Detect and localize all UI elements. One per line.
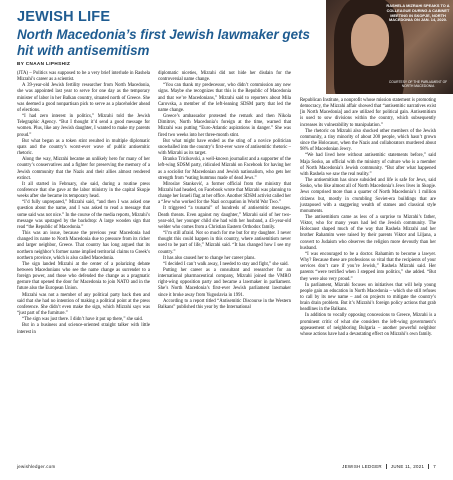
byline: BY CNAAN LIPHSHIZ <box>17 61 71 66</box>
paragraph: Along the way, Mizrahi became an unlikely hero for many of her country’s conservatives and a fighter for preserving the memory of a Jewish community that the Nazis and their allies almost rendered extinct. <box>17 157 150 181</box>
paragraph: But what might have ended as the sting of a novice politician snowballed into the country’s first-ever wave of antisemitic rhetoric – with Mizrahi as its target. <box>158 138 291 157</box>
paragraph: It triggered “a tsunami” of hundreds of antisemitic messages. Death threats. Even against my daughter,” Mizrahi said of her two-year-old, her younger child she had with her husband, a 43-year-old welder who comes from a Christian Eastern Orthodox family. <box>158 206 291 230</box>
paragraph: This was an issue, because the previous year Macedonia had changed its name to North Macedonia due to pressure from its richer and larger neighbor, Greece. That country has long argued that its northern neighbor’s former name implied territorial claims to Greek’s northern province, which is also called Macedonia. <box>17 231 150 261</box>
article-column-3 <box>300 98 436 338</box>
paragraph: “I’d fully unprepared,” Mizrahi said, “and then I was asked one question about the name, and I was asked to read a message that some said was not nice.” In the course of the media reports, Mizrahi’s message was upstaged by the backdrop: A large wooden sign that read “the Republic of Macedonia.” <box>17 200 150 230</box>
paragraph: Miroslav Stanković, a former official from the ministry that Mizrahi had headed, on Facebook wrote that Mizrahi was planning to change her Israeli flag at her office. Another SDSM activist called her a “Jew who worked for the Nazi occupation in World War Two.” <box>158 181 291 206</box>
paragraph: But in a business and science-oriented straight talker with little interest in <box>17 323 150 335</box>
paragraph: “The sign was just there. I didn’t have it put up there,” she said. <box>22 317 144 323</box>
footer-date: JUNE 11, 2021 <box>390 464 425 469</box>
article-column-2 <box>158 71 291 311</box>
footer-divider <box>386 464 387 469</box>
paragraph: The antisemitism has since subsided and life is safe for Jews, said Sosko, who like almost all of North Macedonia’s Jews lives in Skopje. Jews comprised more than a quarter of North Macedonia’s 1 million citizens but, mostly in crumbling Soviet-era buildings that are juxtaposed with a staggering wealth of statues and classical style monuments. <box>300 178 436 214</box>
photo-caption: RASHELA MIZRAHI SPEAKS TO A COLLEAGUE DURING A CABINET MEETING IN SKOPJE, NORTH MACEDONIA ON JAN. 14, 2020. <box>386 3 450 23</box>
section-label: JEWISH LIFE <box>17 9 111 25</box>
footer-divider <box>428 464 429 469</box>
paragraph: According to a report titled “Antisemitic Discourse in the Western Balkans” published this year by the International <box>158 298 291 310</box>
paragraph: “You can thank my predecessor, who didn’t commission any new signs. Maybe she recognizes that this is the Republic of Macedonia and that we’re Macedonians,” Mizrahi said to reporters about Mila Carovska, a member of the left-leaning SDSM party that led the name change. <box>158 83 291 113</box>
paragraph: “I decided I can’t walk away, I needed to stay and fight,” she said. <box>163 261 289 267</box>
paragraph: The antisemitism came as less of a surprise to Mizrahi’s father, Viktor, who for many years had led the Jewish community. The Holocaust shaped much of the way that Rashela Mizrahi and her brother Rahamim were raised by their parents Viktor and Liljana, a convert to Judaism who observes the religion more devoutly than her husband. <box>300 214 436 251</box>
paragraph: (JTA) – Politics was supposed to be a very brief interlude in Rashela Mizrahi’s career as a scientist. <box>17 71 150 83</box>
footer-publication: JEWISH LEDGER <box>342 464 382 469</box>
paragraph: Greece’s ambassador protested the remark and then Nikola Dimitrov, North Macedonia’s foreign at the time, warned that Mizrahi was putting “Euro-Atlantic aspirations in danger.” She was fired two weeks into her three-month stint. <box>158 114 291 138</box>
paragraph: In parliament, Mizrahi focuses on initiatives that will help young people gain an education in North Macedonia – which she still refuses to call by its new name – and on projects to mitigate the country’s brain drain problem. But it’s Mizrahi’s foreign policy actions that grab headlines in the Balkans. <box>300 282 436 313</box>
paragraph: diplomatic niceties, Mizrahi did not hide her disdain for the controversial name change. <box>158 71 291 83</box>
paragraph: Mizrahi was not a member of any political party back then and said that she had no intention of making a political point at the press conference. She didn’t even make the sign, which Mizrahi says was “just part of the furniture.” <box>17 292 150 317</box>
paragraph: “We had lived here without antisemitic statements before,” said Maja Sosko, an official with the ministry of culture who is a member of North Macedonia’s Jewish community. “But after what happened with Rashela we saw the real reality.” <box>300 153 436 177</box>
paragraph: A 39-year-old Jewish fertility researcher from North Macedonia, she was appointed last year to serve for one day as the temporary minister of labor in her Balkan country, situated north of Greece. She was deemed a good nonpartisan pick to serve as a placeholder ahead of elections. <box>17 83 150 113</box>
paragraph: Putting her career as a consultant and researcher for an international pharmaceutical company, Mizrahi joined the VMRO right-wing opposition party and became a lawmaker in parliament. She’s North Macedonia’s first-ever Jewish parliament lawmaker since it broke away from Yugoslavia in 1991. <box>158 268 291 298</box>
footer-folio <box>342 464 436 469</box>
footer-website: jewishledger.com <box>17 464 56 469</box>
paragraph: “I was encouraged to be a doctor. Rahamim to become a lawyer. Why? Because these are professions so vital that the recipients of your services don’t care if you’re Jewish,” Rashela Mizrahi said. Her parents “were terrified when I stepped into politics,” she added. “But they were also very proud.” <box>300 251 436 282</box>
page-number: 7 <box>433 464 436 469</box>
paragraph: But what began as a token stint resulted in multiple diplomatic spats and the country’s worst-ever wave of public antisemitic rhetoric. <box>17 138 150 157</box>
paragraph: The rhetoric on Mizrahi also shocked other members of the Jewish community, a tiny minority of about 200 people, which hasn’t grown since the Holocaust, when the Nazis and collaborators murdered about 98% of Macedonian Jewry. <box>300 128 436 153</box>
headline: North Macedonia’s first Jewish lawmaker gets hit with antisemitism <box>17 27 310 58</box>
paragraph: It has also caused her to change her career plans. <box>163 255 256 261</box>
paragraph: “I had zero interest in politics,” Mizrahi told the Jewish Telegraphic Agency. “But I thought it’d send a good message for women. Plus, like any Jewish daughter, I wanted to make my parents proud.” <box>17 114 150 138</box>
article-body <box>17 71 436 461</box>
paragraph: The sign landed Mizrahi at the center of a polarizing debate between Macedonians who see the name change as surrender to a foreign power, and those who defended the change as a pragmatic gesture that opened the door for Macedonia to join NATO and in the future also the European Union. <box>17 261 150 292</box>
photo-figure-face <box>351 14 389 66</box>
paragraph: In addition to vocally opposing concessions to Greece, Mizrahi is a prominent critic of what she considers the left-wing government’s appeasement of neighboring Bulgaria – another powerful neighbor whose actions have had a devastating effect on Mizrahi’s own family. <box>300 313 436 337</box>
paragraph: It all started in February, she said, during a routine press conference that she gave at the labor ministry in the capital Skopje weeks after she became its temporary head. <box>17 181 150 200</box>
paragraph: Republican Institute, a nonprofit whose mission statement is promoting democracy, the Mizrahi affair showed that “antisemitic narratives exist [in North Macedonia] and are utilized for political gain. Antisemitism is used to sow divisions within the country, which subsequently increases its vulnerability to manipulation.” <box>300 98 436 128</box>
photo-credit: COURTESY OF THE PARLIAMENT OF NORTH MACEDONIA <box>388 80 448 88</box>
article-column-1 <box>17 71 150 336</box>
paragraph: “I’m still afraid. Not so much for me but for my daughter. I never thought this could happen in this country, where antisemitism never used to be part of life,” Mizrahi said. “It has changed how I see my country.” <box>158 231 291 255</box>
page-footer <box>17 464 436 472</box>
paragraph: Branko Tricikovski, a well-known journalist and a supporter of the left-wing SDSM party, ridiculed Mizrahi on Facebook for having her as a sociolist for Macedonian and Jewish nationalism, who gets her strength from “eating hummus made of dead Jews.” <box>158 157 291 181</box>
